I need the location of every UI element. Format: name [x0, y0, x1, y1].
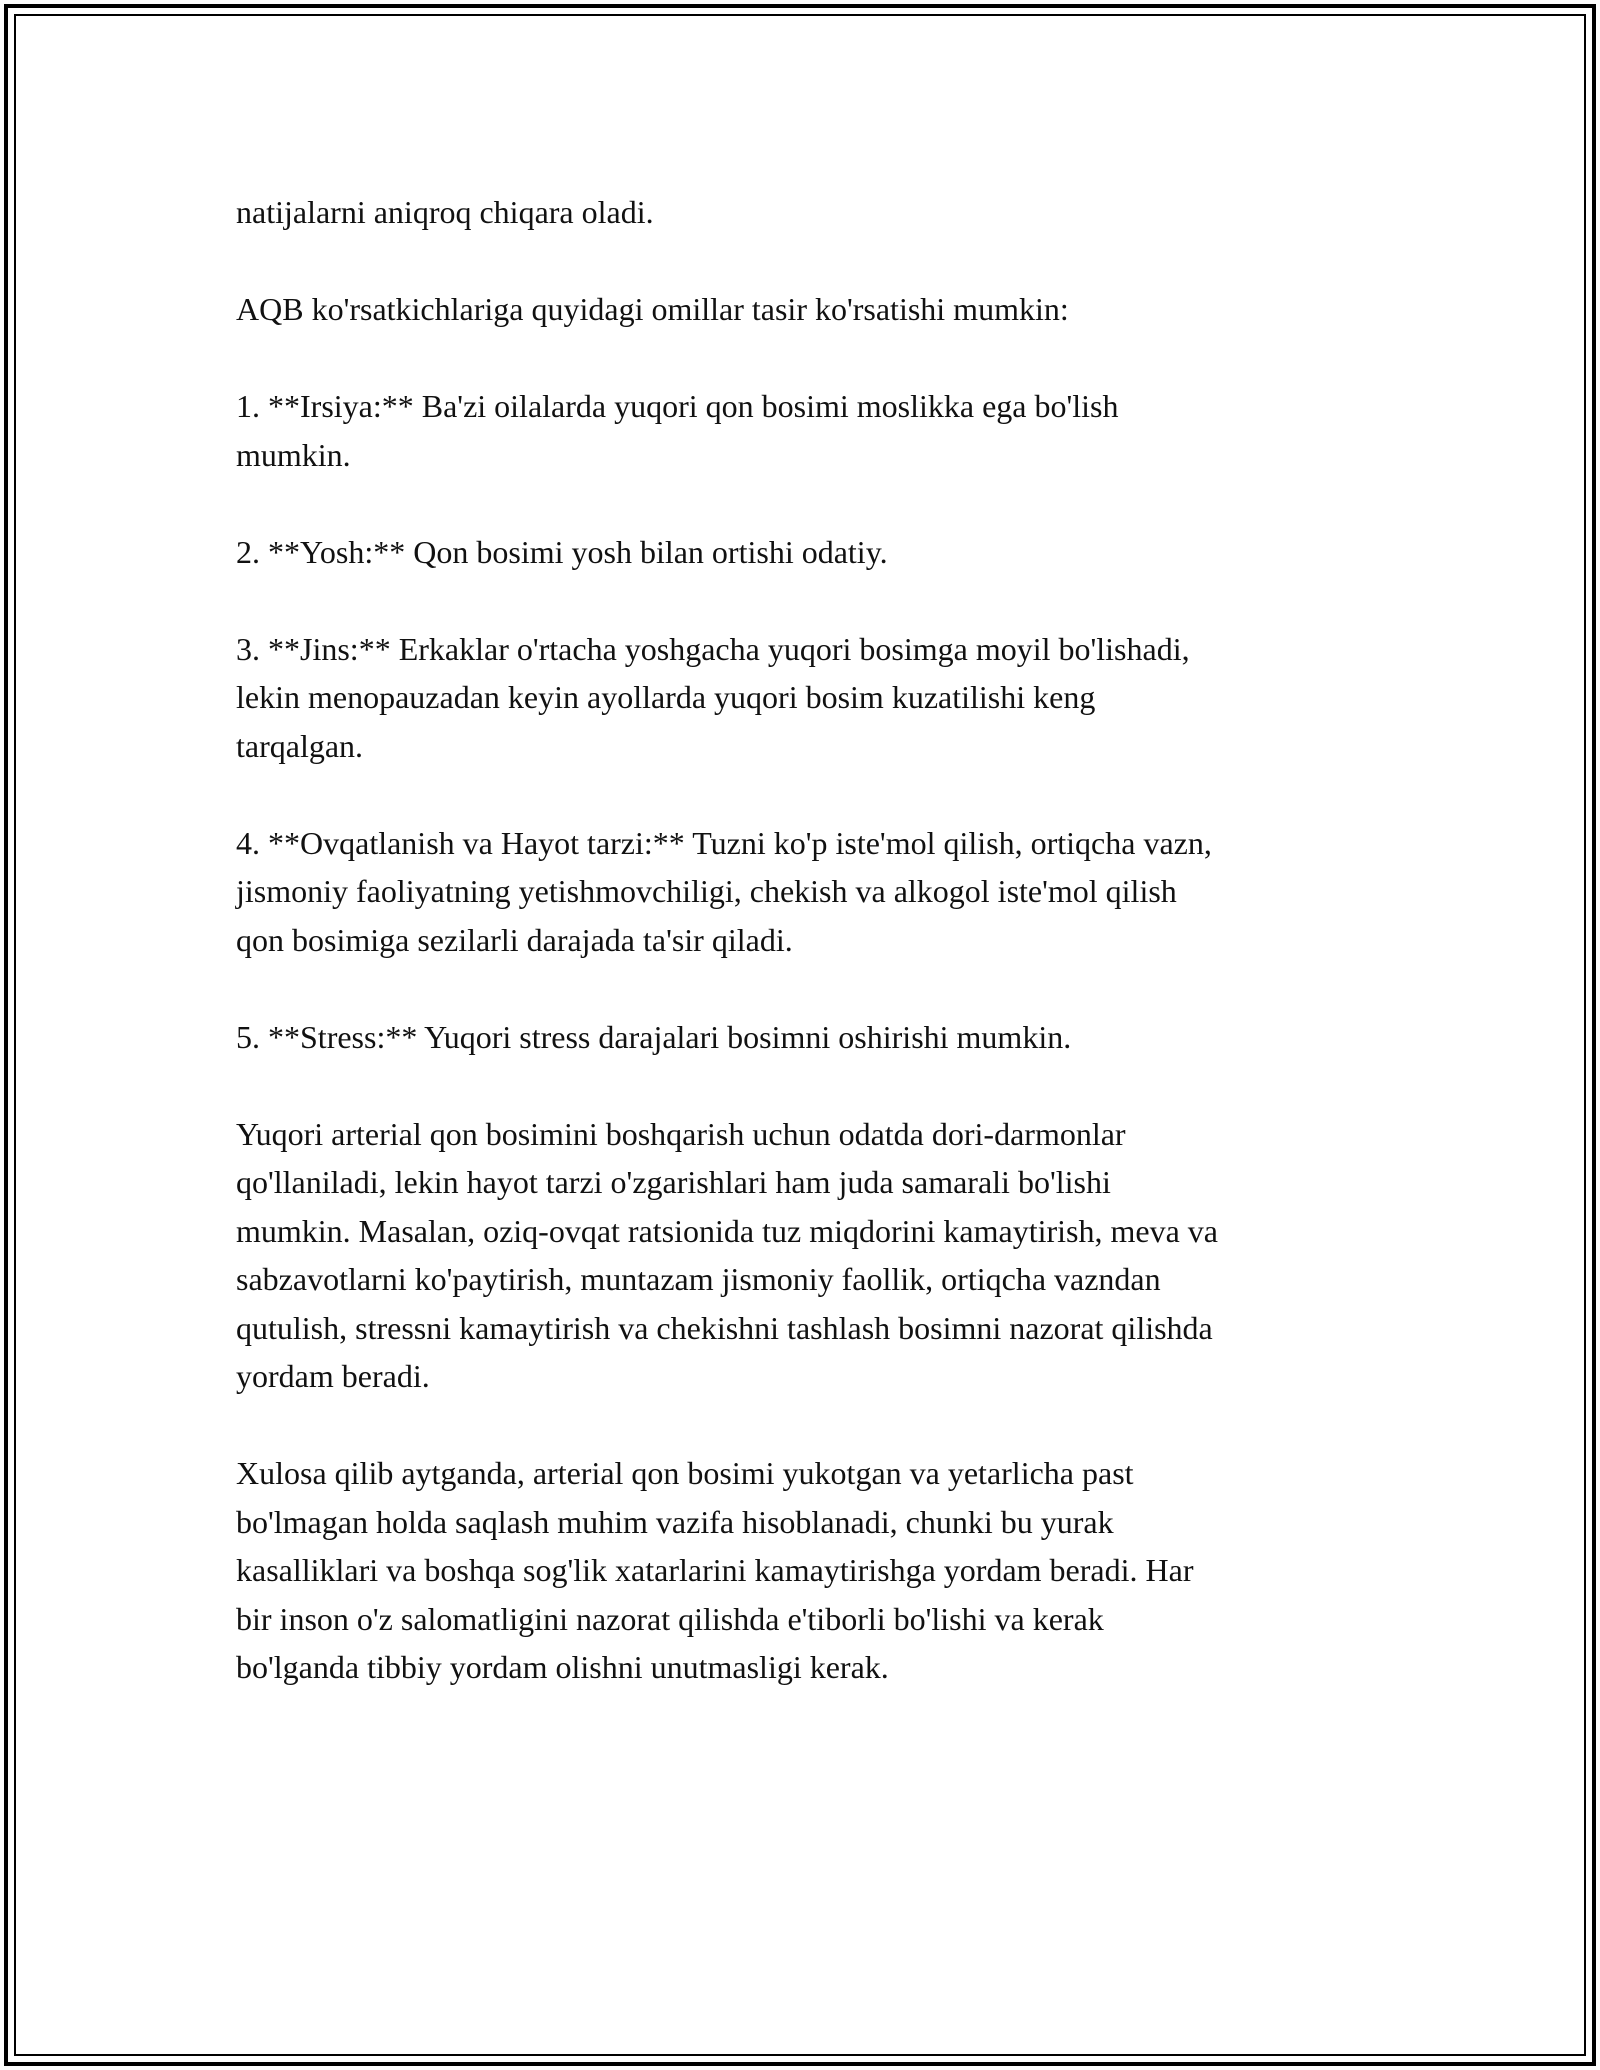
paragraph-factors-intro: AQB ko'rsatkichlariga quyidagi omillar tasir ko'rsatishi mumkin:	[236, 291, 1069, 327]
list-item-gender: 3. **Jins:** Erkaklar o'rtacha yoshgacha yuqori bosimga moyil bo'lishadi, lekin menopauzadan keyin ayollarda yuqori bosim kuzatilishi keng tarqalgan.	[236, 630, 1190, 764]
list-item-heredity: 1. **Irsiya:** Ba'zi oilalarda yuqori qon bosimi moslikka ega bo'lish mumkin.	[236, 388, 1119, 473]
list-item-lifestyle: 4. **Ovqatlanish va Hayot tarzi:** Tuzni ko'p iste'mol qilish, ortiqcha vazn, jismoniy faoliyatning yetishmovchiligi, chekish va alkogol iste'mol qilish qon bosimiga sezilarli darajada ta'sir qiladi.	[236, 824, 1212, 958]
paragraph-conclusion: Xulosa qilib aytganda, arterial qon bosimi yukotgan va yetarlicha past bo'lmagan holda saqlash muhim vazifa hisoblanadi, chunki bu yurak kasalliklari va boshqa sog'lik xatarlarini kamaytirishga yordam beradi. Har bir inson o'z salomatligini nazorat qilishda e'tiborli bo'lishi va kerak bo'lganda tibbiy yordam olishni unutmasligi kerak.	[236, 1455, 1194, 1685]
document-body	[236, 188, 1386, 1692]
paragraph-continuation: natijalarni aniqroq chiqara oladi.	[236, 194, 654, 230]
list-item-age: 2. **Yosh:** Qon bosimi yosh bilan ortishi odatiy.	[236, 533, 888, 570]
list-item-stress: 5. **Stress:** Yuqori stress darajalari bosimni oshirishi mumkin.	[236, 1018, 1072, 1055]
paragraph-management: Yuqori arterial qon bosimini boshqarish uchun odatda dori-darmonlar qo'llaniladi, lekin hayot tarzi o'zgarishlari ham juda samarali bo'lishi mumkin. Masalan, oziq-ovqat ratsionida tuz miqdorini kamaytirish, meva va sabzavotlarni ko'paytirish, muntazam jismoniy faollik, ortiqcha vazndan qutulish, stressni kamaytirish va chekishni tashlash bosimni nazorat qilishda yordam beradi.	[236, 1115, 1218, 1394]
